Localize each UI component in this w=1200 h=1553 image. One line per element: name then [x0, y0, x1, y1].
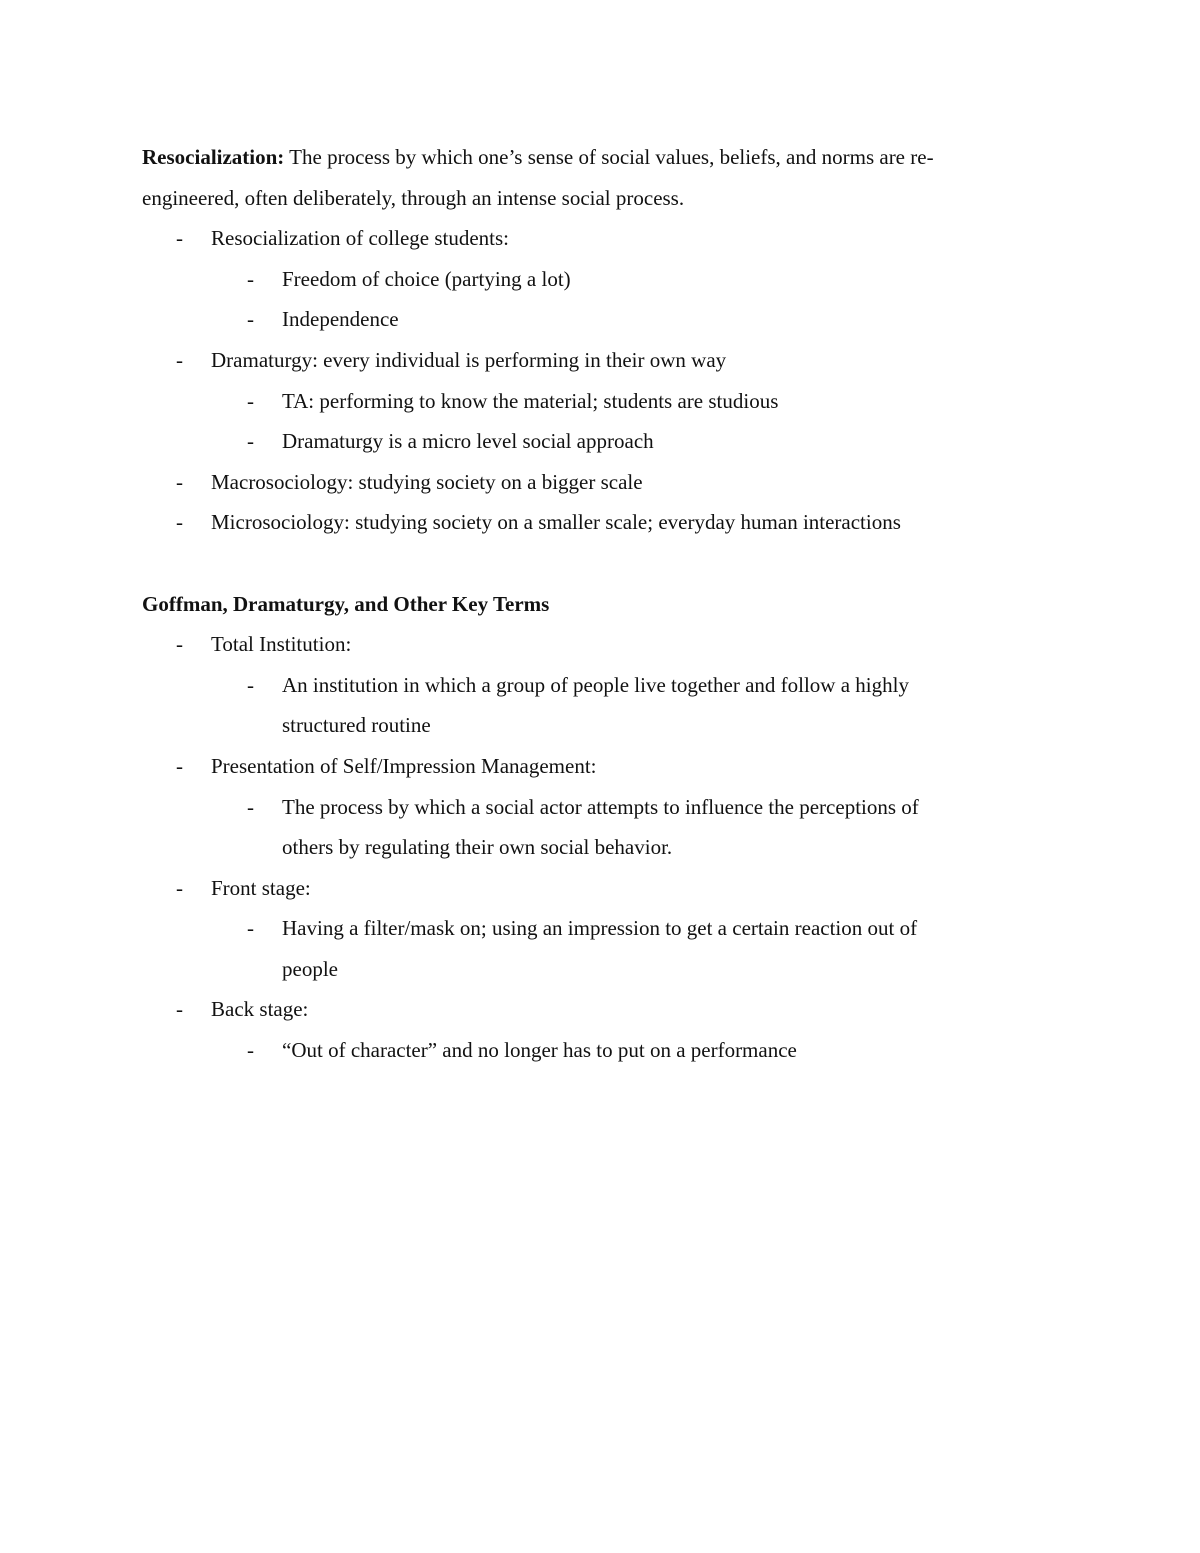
dash-marker: - — [247, 672, 254, 697]
dash-marker: - — [247, 916, 254, 941]
resocialization-definition — [142, 137, 1042, 178]
sub-bullet-item — [142, 381, 1042, 422]
sub-bullet-text: Dramaturgy is a micro level social approach — [282, 429, 654, 454]
dash-marker: - — [247, 429, 254, 454]
document-content — [142, 137, 1042, 1071]
bullet-text: Presentation of Self/Impression Management: — [211, 753, 597, 778]
dash-marker: - — [247, 794, 254, 819]
bullet-item — [142, 746, 1042, 787]
definition-text-line1: The process by which one’s sense of social values, beliefs, and norms are re- — [284, 145, 934, 169]
dash-marker: - — [176, 226, 183, 251]
bullet-item — [142, 462, 1042, 503]
sub-bullet-item — [142, 299, 1042, 340]
bullet-text: Resocialization of college students: — [211, 226, 509, 251]
sub-bullet-item — [142, 787, 1042, 828]
bullet-text: Microsociology: studying society on a smaller scale; everyday human interactions — [211, 510, 901, 535]
bullet-item — [142, 502, 1042, 543]
dash-marker: - — [247, 1038, 254, 1063]
definition-text-line2: engineered, often deliberately, through an intense social process. — [142, 185, 685, 210]
sub-bullet-continuation: people — [282, 956, 338, 981]
sub-bullet-text: “Out of character” and no longer has to put on a performance — [282, 1038, 797, 1063]
sub-bullet-continuation: others by regulating their own social behavior. — [282, 835, 673, 860]
dash-marker: - — [247, 266, 254, 291]
bullet-item — [142, 218, 1042, 259]
dash-marker: - — [176, 875, 183, 900]
dash-marker: - — [176, 347, 183, 372]
dash-marker: - — [176, 632, 183, 657]
dash-marker: - — [176, 510, 183, 535]
sub-bullet-text: The process by which a social actor attempts to influence the perceptions of — [282, 794, 919, 819]
dash-marker: - — [176, 753, 183, 778]
sub-bullet-item — [142, 665, 1042, 706]
dash-marker: - — [176, 997, 183, 1022]
bullet-text: Front stage: — [211, 875, 311, 900]
term-resocialization: Resocialization: — [142, 145, 285, 169]
dash-marker: - — [247, 307, 254, 332]
bullet-item — [142, 989, 1042, 1030]
section-heading: Goffman, Dramaturgy, and Other Key Terms — [142, 591, 550, 616]
sub-bullet-item — [142, 259, 1042, 300]
sub-bullet-text: Independence — [282, 307, 399, 332]
sub-bullet-text: Having a filter/mask on; using an impression to get a certain reaction out of — [282, 916, 918, 941]
bullet-text: Dramaturgy: every individual is performing in their own way — [211, 347, 727, 372]
sub-bullet-item — [142, 908, 1042, 949]
sub-bullet-text: TA: performing to know the material; students are studious — [282, 388, 779, 413]
dash-marker: - — [176, 469, 183, 494]
sub-bullet-item — [142, 1030, 1042, 1071]
bullet-item — [142, 340, 1042, 381]
blank-line — [142, 543, 1042, 584]
sub-bullet-continuation: structured routine — [282, 713, 431, 738]
bullet-text: Total Institution: — [211, 632, 352, 657]
bullet-item — [142, 624, 1042, 665]
sub-bullet-text: Freedom of choice (partying a lot) — [282, 266, 571, 291]
dash-marker: - — [247, 388, 254, 413]
bullet-text: Macrosociology: studying society on a bigger scale — [211, 469, 643, 494]
sub-bullet-item — [142, 421, 1042, 462]
sub-bullet-text: An institution in which a group of people live together and follow a highly — [282, 672, 909, 697]
bullet-item — [142, 868, 1042, 909]
bullet-text: Back stage: — [211, 997, 309, 1022]
